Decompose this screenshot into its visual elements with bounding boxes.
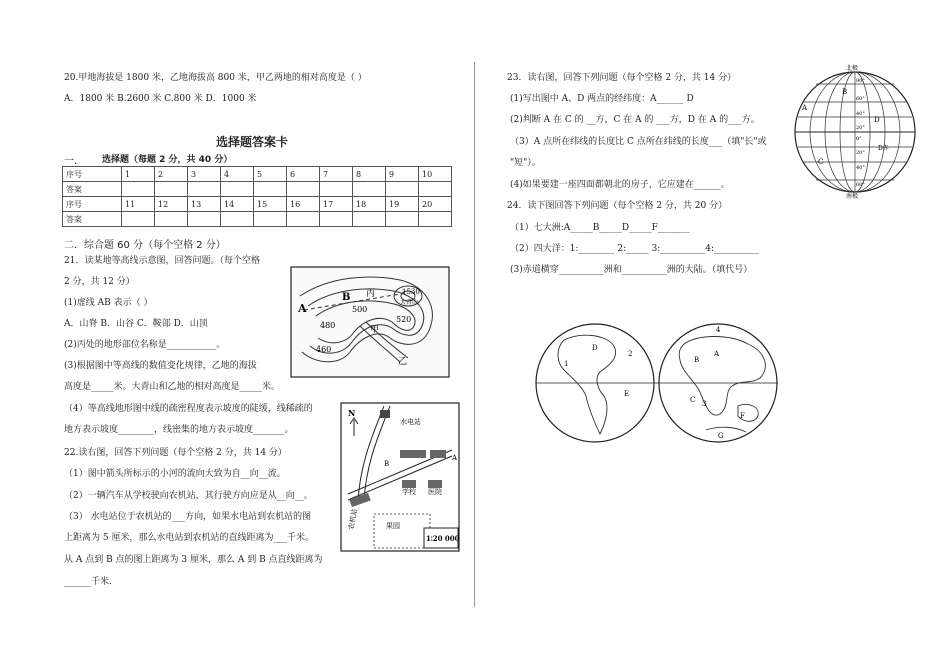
cell: 7 — [320, 167, 353, 182]
contour-label-jia: 甲 — [370, 325, 380, 335]
contour-label-yi: 乙 — [398, 357, 408, 367]
answer-cell[interactable] — [221, 182, 254, 197]
row-label: 序号 — [63, 197, 122, 212]
world-label-1: 1 — [564, 360, 569, 368]
globe-tick: 60° — [856, 182, 865, 188]
answer-card-title: 选择题答案卡 — [216, 135, 289, 149]
q23-line6: (4)如果要建一座四面都朝北的房子，它应建在______。 — [510, 180, 730, 190]
q22-line3: （2）一辆汽车从学校驶向农机站，其行驶方向应是从__向__。 — [64, 491, 313, 501]
row-label: 答案 — [63, 212, 122, 227]
q22-line5: 上距离为 5 厘米，那么水电站到农机站的直线距离为___千米。 — [64, 533, 314, 543]
hydro-label: 水电站 — [400, 418, 421, 426]
village-map — [340, 402, 460, 552]
school-label: 学校 — [402, 488, 416, 496]
globe-tick: 80° — [856, 78, 865, 84]
farm-label: 农机站 — [347, 508, 359, 531]
globe-tick: 20° — [856, 125, 865, 131]
point-b: B — [384, 460, 390, 468]
cell: 14 — [221, 197, 254, 212]
answer-cell[interactable] — [254, 182, 287, 197]
q23-line4: （3）A 点所在纬线的长度比 C 点所在纬线的长度___（填"长"或 — [510, 137, 767, 147]
answer-card-table — [62, 166, 452, 227]
globe-label-c: C — [818, 158, 824, 166]
globe-label-d: D — [874, 116, 880, 124]
answer-cell[interactable] — [155, 212, 188, 227]
answer-cell[interactable] — [320, 212, 353, 227]
orchard-label: 果园 — [386, 522, 400, 530]
world-label-f: F — [740, 412, 745, 420]
globe-label-a: A — [802, 104, 808, 112]
q22-line2: （1）图中箭头所标示的小河的流向大致为自__向__流。 — [64, 469, 286, 479]
south-pole-label: 南极 — [846, 193, 859, 200]
q24-line3: （2）四大洋：1:________ 2:_____ 3:__________4:__________ — [510, 244, 759, 254]
contour-label-500: 500 — [352, 305, 368, 314]
cell: 20 — [419, 197, 452, 212]
answer-cell[interactable] — [122, 212, 155, 227]
cell: 11 — [122, 197, 155, 212]
contour-map — [290, 266, 450, 378]
answer-cell[interactable] — [122, 182, 155, 197]
cell: 2 — [155, 167, 188, 182]
answer-cell[interactable] — [419, 212, 452, 227]
world-label-e: E — [624, 390, 630, 398]
answer-cell[interactable] — [254, 212, 287, 227]
answer-cell[interactable] — [155, 182, 188, 197]
globe-tick: 60° — [856, 96, 865, 102]
cell: 4 — [221, 167, 254, 182]
globe-label-b: B — [842, 88, 848, 96]
contour-label-bing: 丙 — [366, 289, 376, 299]
world-label-4: 4 — [716, 326, 721, 334]
cell: 13 — [188, 197, 221, 212]
q22-line4: （3） 水电站位于农机站的___方向，如果水电站到农机站的图 — [64, 512, 312, 522]
globe-tick: 40° — [856, 165, 865, 171]
table-row — [63, 197, 452, 212]
world-map — [534, 322, 780, 444]
point-a: A — [452, 454, 458, 462]
section1-label: 选择题（每题 2 分，共 40 分） — [102, 155, 233, 165]
q22-line7: ______千米. — [64, 577, 112, 587]
q21-line9: 地方表示坡度________，线密集的地方表示坡度_______。 — [64, 425, 294, 435]
world-label-g: G — [718, 432, 724, 440]
globe-tick: 40° — [856, 111, 865, 117]
q24-line2: （1）七大洲:A_____B_____D_____F_______ — [510, 223, 690, 233]
answer-cell[interactable] — [386, 182, 419, 197]
world-label-d: D — [592, 344, 598, 352]
cell: 1 — [122, 167, 155, 182]
globe-tick: 20° — [856, 150, 865, 156]
cell: 9 — [386, 167, 419, 182]
north-pole-label: 北极 — [846, 65, 859, 72]
section2-title: 二．综合题 60 分（每个空格 2 分） — [64, 240, 226, 251]
world-label-a: A — [714, 350, 720, 358]
answer-cell[interactable] — [320, 182, 353, 197]
contour-label-a: A — [298, 302, 307, 315]
table-row — [63, 182, 452, 197]
q21-line2: 2 分，共 12 分） — [64, 277, 135, 287]
answer-cell[interactable] — [353, 212, 386, 227]
cell: 18 — [353, 197, 386, 212]
answer-cell[interactable] — [386, 212, 419, 227]
cell: 5 — [254, 167, 287, 182]
cell: 17 — [320, 197, 353, 212]
q23-line3: (2)判断 A 在 C 的 __方，C 在 A 的 ___方，D 在 A 的___方。 — [510, 115, 760, 125]
section1-number: 一． — [64, 156, 84, 167]
q21-line5: (2)丙处的地形部位名称是___________。 — [64, 340, 226, 350]
q23-line1: 23．读右图，回答下列问题（每个空格 2 分，共 14 分） — [507, 73, 737, 83]
globe-label-d-eq: D赤 — [878, 145, 889, 152]
cell: 8 — [353, 167, 386, 182]
q24-line4: (3)赤道横穿__________洲和__________洲的大陆。（填代号） — [510, 265, 753, 275]
q23-line5: "短"）。 — [510, 158, 541, 168]
answer-cell[interactable] — [188, 212, 221, 227]
cell: 15 — [254, 197, 287, 212]
row-label: 序号 — [63, 167, 122, 182]
answer-cell[interactable] — [353, 182, 386, 197]
world-label-2: 2 — [628, 350, 633, 358]
scale-label: 1∶20 000 — [426, 534, 460, 543]
q21-line3: (1)虚线 AB 表示（ ） — [64, 298, 153, 308]
globe-tick: 0° — [856, 136, 862, 142]
contour-label-460: 460 — [316, 345, 332, 354]
cell: 19 — [386, 197, 419, 212]
world-label-c: C — [690, 396, 696, 404]
hydro-icon — [380, 410, 390, 418]
q21-line1: 21．读某地等高线示意图，回答问题。（每个空格 — [64, 256, 260, 266]
q24-line1: 24．读下图回答下列问题（每个空格 2 分，共 20 分） — [507, 201, 728, 211]
answer-cell[interactable] — [419, 182, 452, 197]
q20-text: 20.甲地海拔是 1800 米，乙地海拔高 800 米，甲乙两地的相对高度是（ ） — [64, 73, 367, 83]
contour-label-480: 480 — [320, 321, 336, 330]
q21-line4: A．山脊 B．山谷 C．鞍部 D．山顶 — [64, 319, 208, 329]
cell: 10 — [419, 167, 452, 182]
q22-line6: 从 A 点到 B 点的图上距离为 3 厘米，那么 A 到 B 点直线距离为 — [64, 555, 323, 565]
column-divider — [474, 62, 475, 607]
hospital-label: 医院 — [428, 488, 442, 496]
answer-cell[interactable] — [221, 212, 254, 227]
globe-figure — [790, 60, 920, 200]
cell: 3 — [188, 167, 221, 182]
world-label-b: B — [694, 356, 700, 364]
answer-cell[interactable] — [287, 212, 320, 227]
answer-cell[interactable] — [188, 182, 221, 197]
q21-line6: (3)根据图中等高线的数值变化规律，乙地的海拔 — [64, 361, 257, 371]
q20-options: A．1800 米 B.2600 米 C.800 米 D．1000 米 — [64, 94, 257, 104]
north-label: N — [348, 408, 356, 418]
contour-label-b: B — [342, 292, 351, 303]
q21-line8: （4）等高线地形图中线的疏密程度表示坡度的陡缓，线稀疏的 — [64, 404, 313, 414]
contour-label-1530: 1530 — [402, 288, 420, 296]
contour-label-mountain: 大青山 — [400, 299, 419, 306]
row-label: 答案 — [63, 182, 122, 197]
q23-line2: (1)写出图中 A、D 两点的经纬度：A______ D — [510, 94, 694, 104]
table-row — [63, 212, 452, 227]
q22-line1: 22.读右图，回答下列问题（每个空格 2 分，共 14 分） — [64, 448, 287, 458]
world-label-3: 3 — [702, 400, 707, 408]
answer-cell[interactable] — [287, 182, 320, 197]
cell: 12 — [155, 197, 188, 212]
cell: 16 — [287, 197, 320, 212]
contour-label-520: 520 — [396, 315, 412, 324]
hospital-building-icon — [430, 450, 446, 458]
table-row — [63, 167, 452, 182]
q21-line7: 高度是_____米。大青山和乙地的相对高度是_____米。 — [64, 382, 281, 392]
school-building-icon — [400, 450, 426, 458]
cell: 6 — [287, 167, 320, 182]
